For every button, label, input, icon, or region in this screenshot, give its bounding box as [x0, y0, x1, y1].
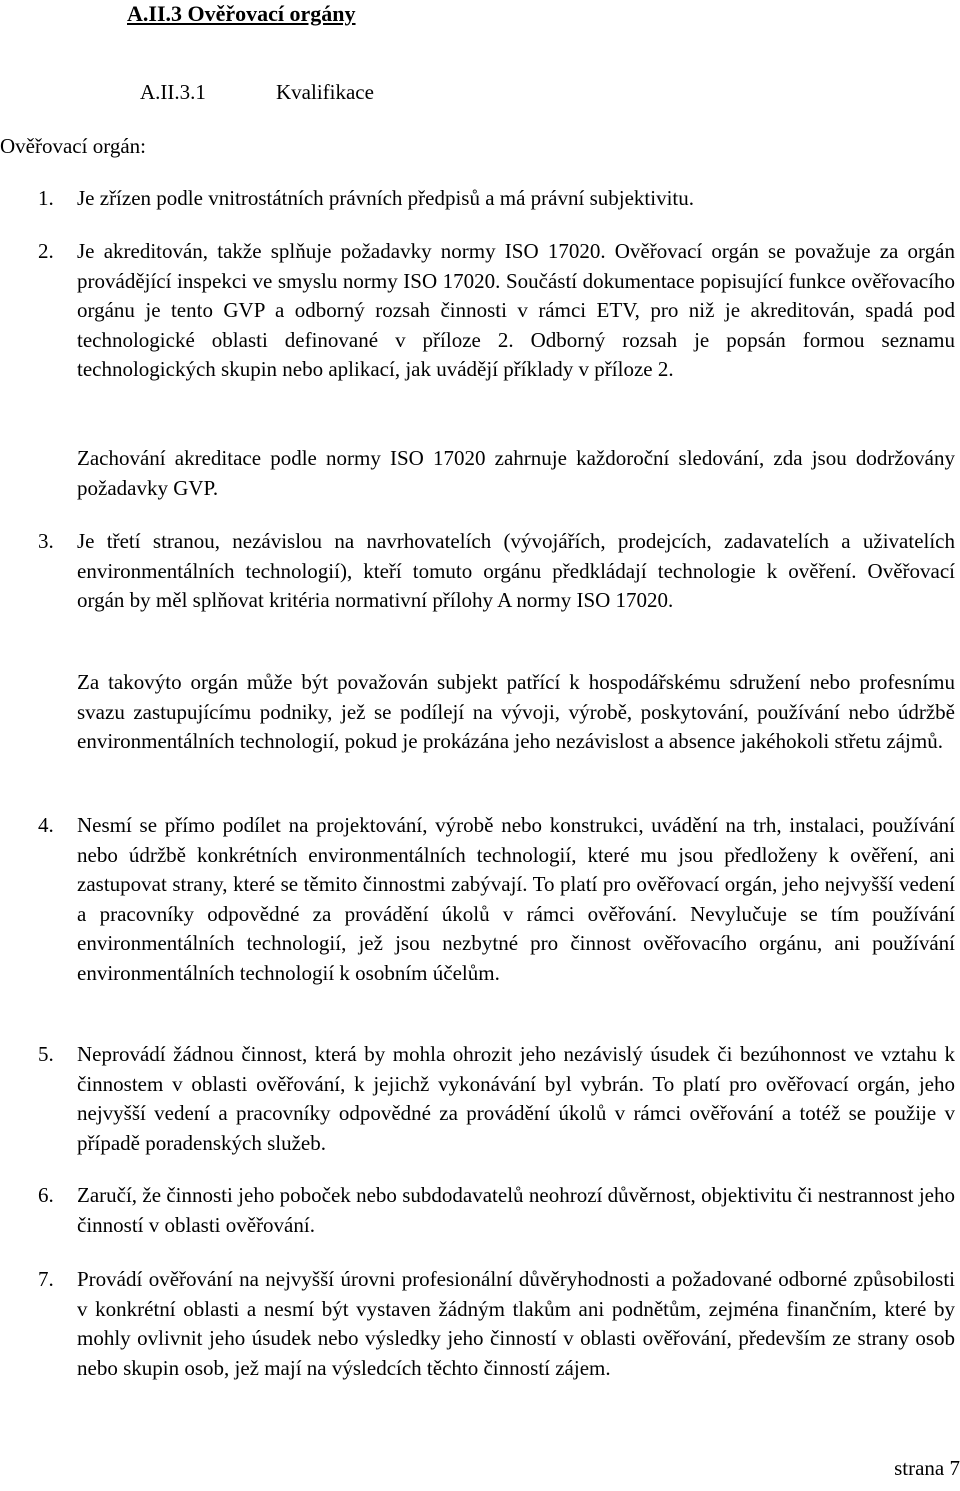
page-number: strana 7: [894, 1456, 960, 1480]
list-item-number: 5.: [38, 1042, 54, 1066]
list-item-number: 1.: [38, 186, 54, 210]
subsection-number: A.II.3.1: [140, 80, 206, 104]
list-item-number: 2.: [38, 239, 54, 263]
list-item-number: 6.: [38, 1183, 54, 1207]
list-item-3: [0, 527, 955, 616]
list-item-number: 3.: [38, 529, 54, 553]
list-item-5: [0, 1040, 955, 1158]
paragraph-independence: Za takovýto orgán může být považován subjekt patřící k hospodářskému sdružení nebo profesnímu svazu zastupujícímu podniky, jež se podílejí na vývoji, výrobě, poskytování, používání nebo údržbě environmentálních technologií, pokud je prokázána jeho nezávislost a absence jakéhokoli střetu zájmů.: [77, 670, 955, 753]
list-item-text: Neprovádí žádnou činnost, která by mohla ohrozit jeho nezávislý úsudek či bezúhonnost ve vztahu k činnostem v oblasti ověřování, k jejichž vykonávání byl vybrán. To platí pro ověřovací orgán, jeho nejvyšší vedení a pracovníky odpovědné za provádění úkolů v rámci ověřování a totéž se použije v případě poradenských služeb.: [77, 1042, 955, 1155]
list-item-7: [0, 1265, 955, 1383]
list-item-2: [0, 237, 955, 385]
subsection-heading: [140, 78, 374, 106]
list-item-1: [0, 184, 955, 214]
subsection-title: Kvalifikace: [276, 80, 374, 104]
list-item-text: Provádí ověřování na nejvyšší úrovni profesionální důvěryhodnosti a požadované odborné způsobilosti v konkrétní oblasti a nesmí být vystaven žádným tlakům ani podnětům, zejména finančním, které by mohly ovlivnit jeho úsudek nebo výsledky jeho činností v oblasti ověřování, především ze strany osob nebo skupin osob, jež mají na výsledcích těchto činností zájem.: [77, 1267, 955, 1380]
list-item-text: Je akreditován, takže splňuje požadavky normy ISO 17020. Ověřovací orgán se považuje za orgán provádějící inspekci ve smyslu normy ISO 17020. Součástí dokumentace popisující funkce ověřovacího orgánu je tento GVP a odborný rozsah činnosti v rámci ETV, pro niž je akreditován, spadá pod technologické oblasti definované v příloze 2. Odborný rozsah je popsán formou seznamu technologických skupin nebo aplikací, jak uvádějí příklady v příloze 2.: [77, 239, 955, 381]
list-item-number: 7.: [38, 1267, 54, 1291]
list-item-text: Nesmí se přímo podílet na projektování, výrobě nebo konstrukci, uvádění na trh, instalaci, používání nebo údržbě konkrétních environmentálních technologií, které mu jsou předloženy k ověření, ani zastupovat strany, které se těmito činnostmi zabývají. To platí pro ověřovací orgán, jeho nejvyšší vedení a pracovníky odpovědné za provádění úkolů v rámci ověřování. Nevylučuje se tím používání environmentálních technologií, jež jsou nezbytné pro činnost ověřovacího orgánu, ani používání environmentálních technologií k osobním účelům.: [77, 813, 955, 985]
organ-label: Ověřovací orgán:: [0, 134, 146, 158]
section-heading: A.II.3 Ověřovací orgány: [127, 1, 356, 26]
list-item-text: Je třetí stranou, nezávislou na navrhovatelích (vývojářích, prodejcích, zadavatelích a uživatelích environmentálních technologií), kteří tomuto orgánu předkládají technologie k ověření. Ověřovací orgán by měl splňovat kritéria normativní přílohy A normy ISO 17020.: [77, 529, 955, 612]
list-item-number: 4.: [38, 813, 54, 837]
list-item-4: [0, 811, 955, 988]
list-item-6: [0, 1181, 955, 1240]
list-item-text: Zaručí, že činnosti jeho poboček nebo subdodavatelů neohrozí důvěrnost, objektivitu či nestrannost jeho činností v oblasti ověřování.: [77, 1183, 955, 1237]
list-item-text: Je zřízen podle vnitrostátních právních předpisů a má právní subjektivitu.: [77, 186, 694, 210]
paragraph-accreditation: Zachování akreditace podle normy ISO 17020 zahrnuje každoroční sledování, zda jsou dodržovány požadavky GVP.: [77, 446, 955, 500]
